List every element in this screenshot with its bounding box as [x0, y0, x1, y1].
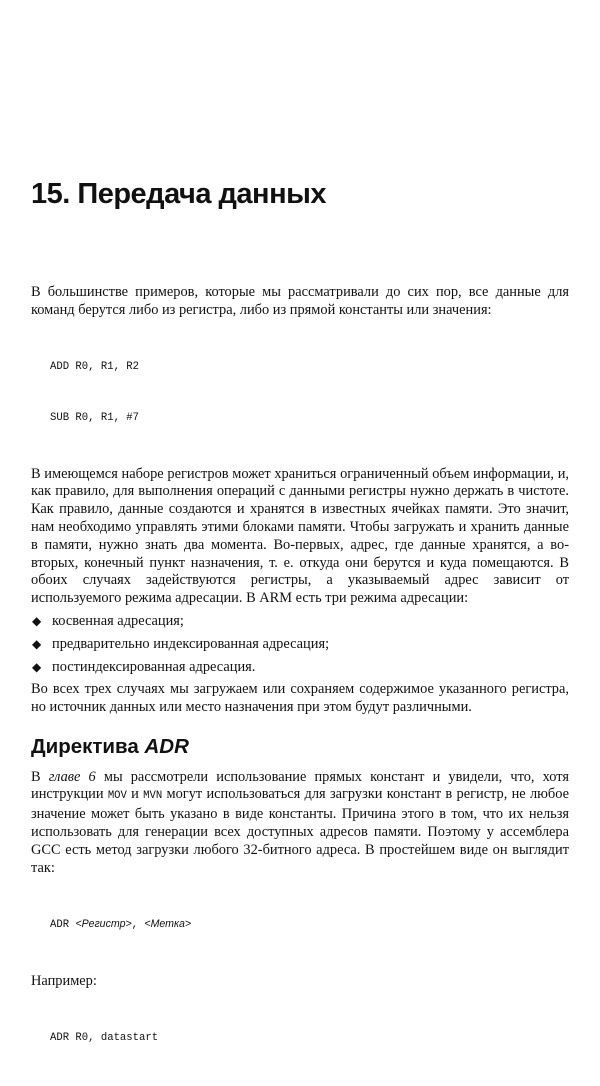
chapter-reference-link: главе 6 [48, 768, 96, 785]
section-heading-keyword: ADR [144, 734, 189, 758]
code-line: ADR R0, datastart [50, 1032, 159, 1045]
chapter-title: 15. Передача данных [31, 178, 326, 210]
page-content [31, 284, 569, 1086]
inline-code-mvn: MVN [143, 790, 163, 803]
inline-code-mov: MOV [107, 790, 127, 803]
code-line [50, 916, 569, 934]
code-line: SUB R0, R1, #7 [50, 411, 140, 424]
diamond-bullet-icon: ◆ [32, 636, 42, 651]
adr-text-middle: мы рассмотрели использование прямых констант и увидели, что, хотя инструкции [31, 768, 569, 803]
adr-text-start: В [31, 768, 49, 785]
list-item-text: постиндексированная адресация. [52, 658, 256, 675]
summary-paragraph: Во всех трех случаях мы загружаем или сохраняем содержимое указанного регистра, но источник данных или место назначения при этом будут различными. [31, 680, 569, 715]
adr-text-end: могут использоваться для загрузки констант в регистр, не любое значение может быть указано в виде константы. Причина этого в том, что их нельзя использовать для генерации всех доступных адресов памяти. Поэтому у ассемблера GCC есть метод загрузки любого 32-битного адреса. В простейшем виде он выглядит так: [31, 786, 569, 876]
list-item [31, 610, 569, 633]
diamond-bullet-icon: ◆ [32, 613, 42, 628]
diamond-bullet-icon: ◆ [32, 659, 42, 674]
section-heading-adr [31, 735, 569, 759]
code-block-adr-example [50, 996, 569, 1081]
intro-paragraph: В большинстве примеров, которые мы рассматривали до сих пор, все данные для команд берутся либо из регистра, либо из прямой константы или значения: [31, 284, 569, 318]
list-item [31, 633, 569, 656]
syntax-command: ADR [50, 919, 76, 932]
adr-text-conjunction: и [126, 786, 144, 803]
registers-paragraph: В имеющемся наборе регистров может храниться ограниченный объем информации, и, как правило, для выполнения операций с данными регистры нужно держать в чистоте. Как правило, данные создаются и хранятся в известных ячейках памяти. Это значит, нам необходимо управлять этими блоками памяти. Чтобы загружать и хранить данные в памяти, нужно знать два момента. Во-первых, адрес, где данные хранятся, а во-вторых, конечный пункт назначения, т. е. откуда они берутся и куда помещаются. В обоих случаях задействуются регистры, а указываемый адрес зависит от используемого режима адресации. В ARM есть три режима адресации: [31, 465, 569, 607]
syntax-register: <Регистр> [75, 918, 132, 931]
list-item [31, 656, 569, 679]
code-line: ADD R0, R1, R2 [50, 360, 140, 373]
section-heading-prefix: Директива [31, 734, 145, 758]
list-item-text: предварительно индексированная адресация; [52, 635, 330, 652]
example-label: Например: [31, 973, 97, 990]
addressing-modes-list [31, 610, 569, 679]
adr-paragraph [31, 769, 569, 878]
syntax-label: <Метка> [144, 918, 192, 931]
list-item-text: косвенная адресация; [52, 612, 184, 629]
syntax-separator: , [131, 919, 145, 932]
code-block-arithmetic [50, 325, 569, 461]
code-block-adr-syntax [50, 882, 569, 968]
